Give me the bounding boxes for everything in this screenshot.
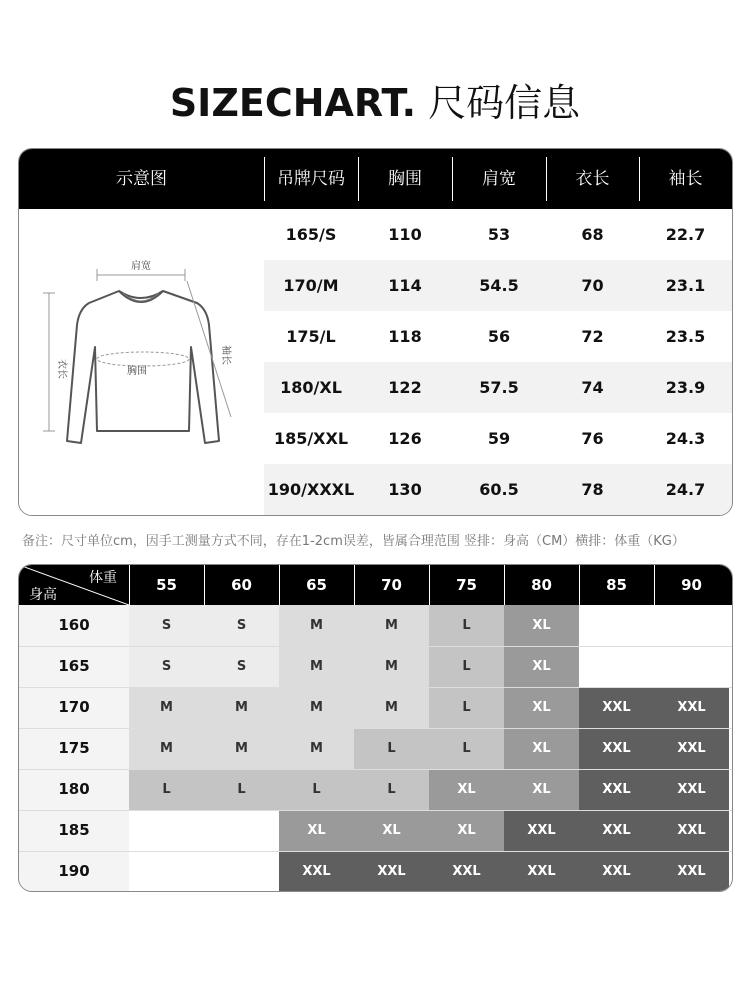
measurement-note: 备注：尺寸单位cm，因手工测量方式不同，存在1-2cm误差，皆属合理范围 竖排：身高（CM）横排：体重（KG） — [22, 534, 685, 549]
weight-header: 90 — [681, 576, 702, 594]
size-cell: M — [279, 646, 354, 687]
weight-header: 65 — [306, 576, 327, 594]
cell-tag-size: 165/S — [285, 225, 337, 244]
cell-shoulder: 60.5 — [479, 480, 519, 499]
size-cell: XXL — [579, 728, 654, 769]
cell-tag-size: 180/XL — [280, 378, 342, 397]
cell-tag-size: 175/L — [286, 327, 336, 346]
size-cell: M — [279, 687, 354, 728]
header-divider — [354, 565, 355, 605]
size-row — [264, 311, 732, 362]
size-cell: XXL — [654, 728, 729, 769]
cell-length: 68 — [581, 225, 604, 244]
size-row — [264, 362, 732, 413]
size-cell — [129, 851, 204, 892]
height-label: 160 — [19, 605, 129, 646]
size-cell — [579, 646, 654, 687]
height-label: 190 — [19, 851, 129, 892]
size-cell: M — [204, 687, 279, 728]
size-cell: M — [129, 728, 204, 769]
cell-shoulder: 54.5 — [479, 276, 519, 295]
size-cell: XXL — [654, 687, 729, 728]
size-cell: XL — [504, 687, 579, 728]
header-divider — [654, 565, 655, 605]
cell-sleeve: 23.9 — [665, 378, 706, 397]
header-divider — [504, 565, 505, 605]
row-divider — [19, 810, 732, 811]
header-chest: 胸围 — [388, 169, 422, 189]
header-divider — [429, 565, 430, 605]
size-cell — [654, 605, 729, 646]
size-cell: XXL — [579, 810, 654, 851]
page-title — [0, 80, 750, 126]
size-cell: XXL — [354, 851, 429, 892]
corner-height-label: 身高 — [29, 587, 57, 603]
height-label: 165 — [19, 646, 129, 687]
cell-chest: 114 — [388, 276, 422, 295]
cell-length: 70 — [581, 276, 604, 295]
size-cell — [129, 810, 204, 851]
row-divider — [19, 646, 732, 647]
cell-sleeve: 24.7 — [665, 480, 706, 499]
size-cell: M — [354, 605, 429, 646]
size-cell — [204, 851, 279, 892]
size-cell: XXL — [579, 687, 654, 728]
size-cell: XXL — [579, 769, 654, 810]
cell-tag-size: 190/XXXL — [267, 480, 355, 499]
size-cell: M — [129, 687, 204, 728]
label-sleeve: 袖长 — [220, 345, 231, 365]
corner-cell — [19, 565, 129, 605]
size-cell: XXL — [504, 810, 579, 851]
size-cell: L — [354, 769, 429, 810]
size-cell: XXL — [429, 851, 504, 892]
size-row — [264, 260, 732, 311]
cell-chest: 118 — [388, 327, 422, 346]
size-cell — [579, 605, 654, 646]
cell-shoulder: 56 — [487, 327, 511, 346]
header-divider — [579, 565, 580, 605]
weight-header: 60 — [231, 576, 252, 594]
cell-chest: 110 — [388, 225, 422, 244]
size-cell: XL — [354, 810, 429, 851]
size-cell: S — [204, 605, 279, 646]
title-english: SIZECHART. — [169, 81, 417, 125]
cell-length: 76 — [581, 429, 604, 448]
weight-header: 75 — [456, 576, 477, 594]
size-cell: XL — [504, 769, 579, 810]
row-divider — [19, 728, 732, 729]
size-cell: L — [429, 728, 504, 769]
size-cell — [204, 810, 279, 851]
size-cell: L — [354, 728, 429, 769]
size-table-header — [19, 149, 732, 209]
cell-chest: 122 — [388, 378, 422, 397]
cell-length: 72 — [581, 327, 604, 346]
cell-length: 74 — [581, 378, 604, 397]
row-divider — [19, 851, 732, 852]
size-cell: XXL — [504, 851, 579, 892]
size-cell: XL — [429, 810, 504, 851]
header-divider — [129, 565, 130, 605]
size-cell: S — [129, 605, 204, 646]
row-divider — [19, 769, 732, 770]
size-cell: M — [354, 687, 429, 728]
size-cell: XL — [504, 605, 579, 646]
height-weight-table — [18, 564, 733, 892]
size-row — [264, 464, 732, 515]
row-divider — [19, 687, 732, 688]
cell-shoulder: 53 — [487, 225, 511, 244]
size-cell: XXL — [579, 851, 654, 892]
size-cell: XXL — [654, 810, 729, 851]
cell-length: 78 — [581, 480, 604, 499]
size-cell: S — [204, 646, 279, 687]
height-label: 185 — [19, 810, 129, 851]
size-cell: M — [204, 728, 279, 769]
size-row — [264, 413, 732, 464]
header-divider — [279, 565, 280, 605]
cell-shoulder: 57.5 — [479, 378, 519, 397]
size-cell: L — [429, 605, 504, 646]
cell-chest: 126 — [388, 429, 422, 448]
label-shoulder: 肩宽 — [131, 261, 151, 272]
header-length: 衣长 — [575, 169, 610, 189]
size-cell: L — [279, 769, 354, 810]
size-cell: XXL — [654, 769, 729, 810]
weight-header: 85 — [606, 576, 627, 594]
cell-sleeve: 24.3 — [665, 429, 706, 448]
long-sleeve-shirt-icon — [19, 209, 264, 515]
size-table — [18, 148, 733, 516]
height-label: 170 — [19, 687, 129, 728]
cell-chest: 130 — [388, 480, 422, 499]
cell-sleeve: 22.7 — [665, 225, 706, 244]
size-cell: L — [204, 769, 279, 810]
size-cell: XXL — [279, 851, 354, 892]
label-chest: 胸围 — [127, 366, 147, 377]
cell-sleeve: 23.1 — [665, 276, 706, 295]
size-cell: L — [129, 769, 204, 810]
height-label: 180 — [19, 769, 129, 810]
size-cell: S — [129, 646, 204, 687]
size-cell: XL — [279, 810, 354, 851]
height-weight-header — [19, 565, 732, 605]
header-sleeve: 袖长 — [668, 169, 703, 189]
weight-header: 80 — [531, 576, 552, 594]
size-cell: XL — [504, 646, 579, 687]
size-cell: M — [279, 605, 354, 646]
weight-header: 55 — [156, 576, 177, 594]
cell-sleeve: 23.5 — [665, 327, 706, 346]
size-cell: XXL — [654, 851, 729, 892]
size-cell: XL — [504, 728, 579, 769]
size-cell: L — [429, 687, 504, 728]
garment-diagram — [19, 209, 264, 515]
weight-header: 70 — [381, 576, 402, 594]
cell-tag-size: 170/M — [283, 276, 339, 295]
header-diagram: 示意图 — [116, 169, 167, 189]
height-label: 175 — [19, 728, 129, 769]
title-chinese: 尺码信息 — [428, 81, 581, 125]
size-cell: L — [429, 646, 504, 687]
label-length: 衣长 — [56, 359, 67, 379]
size-cell: M — [354, 646, 429, 687]
cell-shoulder: 59 — [487, 429, 511, 448]
cell-tag-size: 185/XXL — [273, 429, 349, 448]
corner-weight-label: 体重 — [89, 570, 117, 586]
header-tag-size: 吊牌尺码 — [277, 169, 345, 189]
header-shoulder: 肩宽 — [482, 169, 516, 189]
size-cell: XL — [429, 769, 504, 810]
size-cell — [654, 646, 729, 687]
header-divider — [204, 565, 205, 605]
size-cell: M — [279, 728, 354, 769]
size-row — [264, 209, 732, 260]
